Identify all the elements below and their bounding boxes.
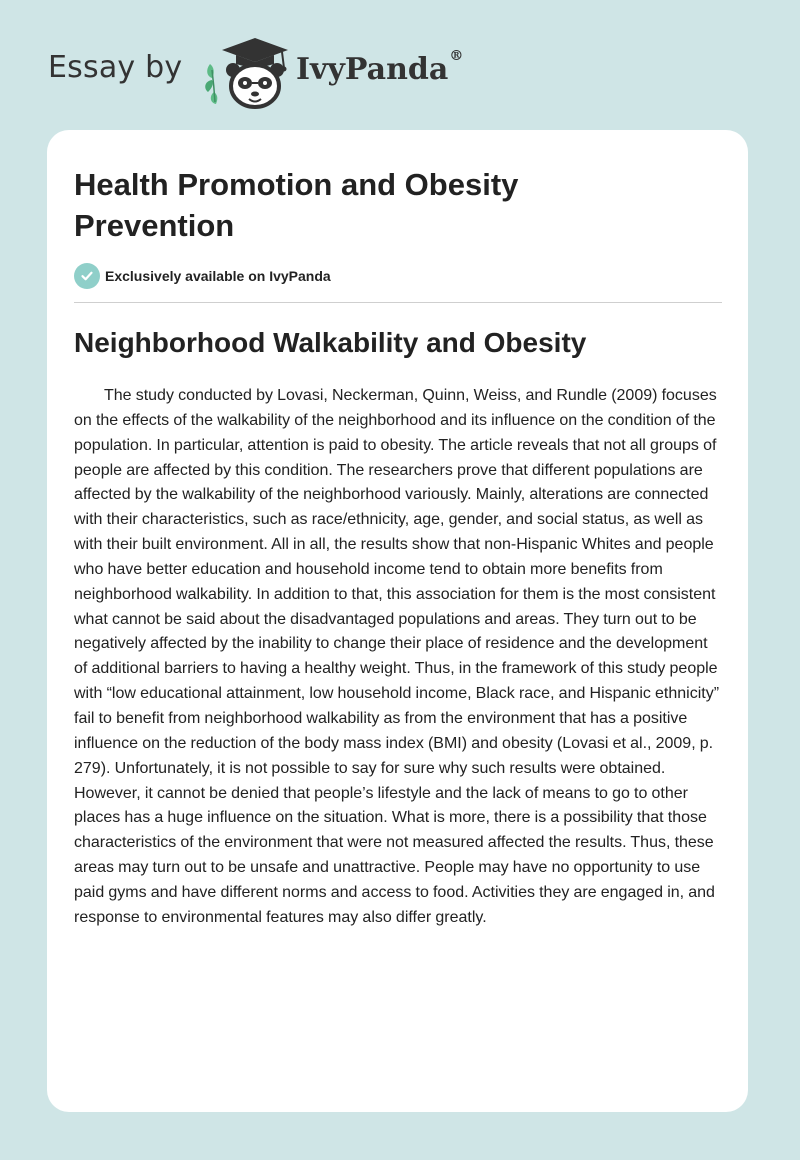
essay-by-label: Essay by — [48, 50, 183, 85]
brand-name[interactable] — [296, 48, 464, 87]
brand-name-text: IvyPanda — [296, 52, 449, 87]
badge-label: Exclusively available on IvyPanda — [105, 268, 331, 284]
ivy-leaf-icon — [205, 64, 217, 104]
divider — [74, 302, 722, 303]
panda-face-icon — [226, 63, 284, 107]
section-heading: Neighborhood Walkability and Obesity — [74, 327, 587, 358]
essay-card — [47, 130, 748, 1112]
page-title: Health Promotion and Obesity Prevention — [74, 167, 519, 243]
body-paragraph: The study conducted by Lovasi, Neckerman, Quinn, Weiss, and Rundle (2009) focuses on the effects of the walkability of the neighborhood and its influence on the condition of the population. In particular, attention is paid to obesity. The article reveals that not all groups of people are affected by this condition. The researchers prove that different populations are affected by the walkability of the neighborhood variously. Mainly, alterations are connected with their characteristics, such as race/ethnicity, age, gender, and social status, as well as with their built environment. All in all, the results show that non-Hispanic Whites and people who have better education and household income tend to obtain more benefits from neighborhood walkability. In addition to that, this association for them is the most consistent what cannot be said about the disadvantaged populations and areas. They turn out to be negatively affected by the inability to change their place of residence and the development of additional barriers to having a healthy weight. Thus, in the framework of this study people with “low educational attainment, low household income, Black race, and Hispanic ethnicity” fail to benefit from neighborhood walkability as from the environment that has a positive influence on the reduction of the body mass index (BMI) and obesity (Lovasi et al., 2009, p. 279). Unfortunately, it is not possible to say for sure why such results were obtained. However, it cannot be denied that people’s lifestyle and the lack of means to go to other places has a huge influence on the situation. What is more, there is a possibility that those characteristics of the environment that were not measured affected the results. Thus, these areas may turn out to be unsafe and unattractive. People may have no opportunity to use paid gyms and have different norms and access to food. Activities they are engaged in, and response to environmental features may also differ greatly. — [74, 387, 720, 926]
check-circle-icon — [74, 263, 100, 289]
registered-mark: ® — [449, 48, 464, 64]
exclusive-badge — [74, 263, 331, 289]
site-header — [0, 0, 800, 125]
panda-logo-icon[interactable] — [200, 36, 292, 110]
